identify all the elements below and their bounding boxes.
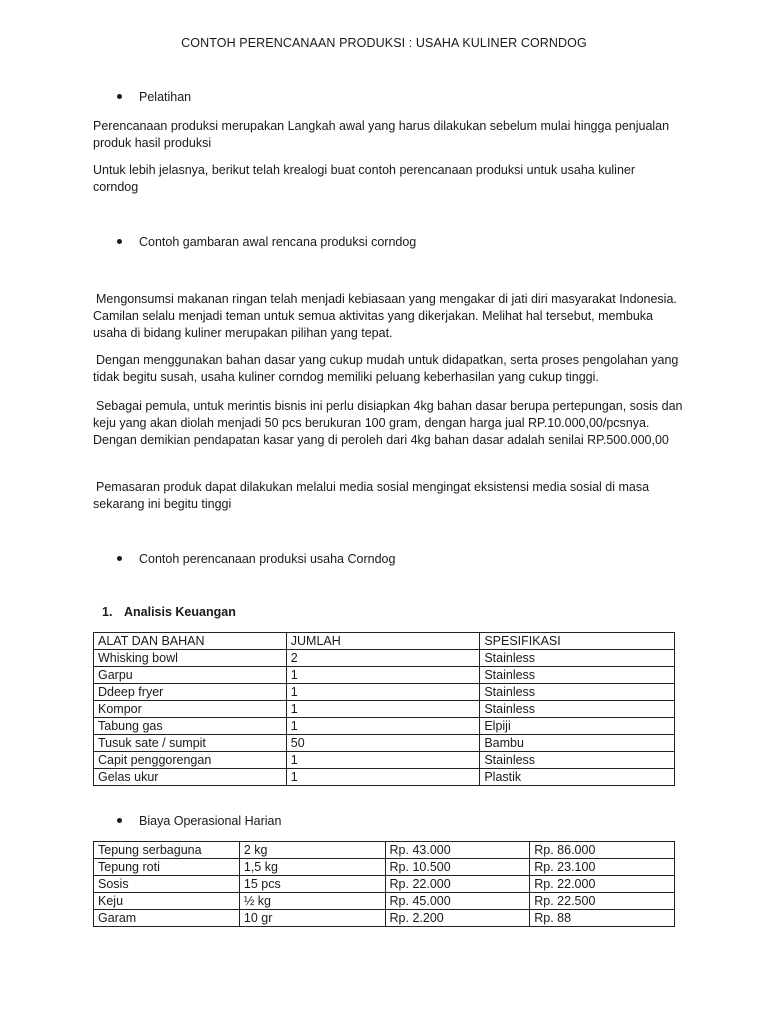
paragraph: Perencanaan produksi merupakan Langkah awal yang harus dilakukan sebelum mulai hingga penjualan produk hasil produksi <box>93 119 670 150</box>
table-cell: Rp. 2.200 <box>385 910 530 927</box>
table-cell: 1 <box>286 769 480 786</box>
heading-text: Analisis Keuangan <box>124 605 236 619</box>
table-cell: Kompor <box>94 701 287 718</box>
table-cell: 1 <box>286 667 480 684</box>
table-row <box>94 650 675 667</box>
table-row <box>94 718 675 735</box>
table-row <box>94 876 675 893</box>
table-cell: Rp. 86.000 <box>530 842 675 859</box>
table-row <box>94 735 675 752</box>
table-cell: Rp. 88 <box>530 910 675 927</box>
table-cell: 2 kg <box>239 842 385 859</box>
heading-number: 1. <box>102 605 113 619</box>
table-cell: Rp. 43.000 <box>385 842 530 859</box>
bullet-text: Biaya Operasional Harian <box>139 814 282 828</box>
table-cell: 1 <box>286 752 480 769</box>
table-cell: 1,5 kg <box>239 859 385 876</box>
table-cell: Garpu <box>94 667 287 684</box>
table-cell: Plastik <box>480 769 675 786</box>
paragraph: Untuk lebih jelasnya, berikut telah krealogi buat contoh perencanaan produksi untuk usaha kuliner corndog <box>93 163 636 194</box>
table-cell: Ddeep fryer <box>94 684 287 701</box>
table-row <box>94 910 675 927</box>
document-title: CONTOH PERENCANAAN PRODUKSI : USAHA KULINER CORNDOG <box>181 36 587 50</box>
table-row <box>94 701 675 718</box>
heading-analisis-keuangan <box>102 605 236 619</box>
table-row <box>94 769 675 786</box>
table-cell: Tepung serbaguna <box>94 842 240 859</box>
table-cell: 1 <box>286 684 480 701</box>
bullet-text: Contoh gambaran awal rencana produksi corndog <box>139 235 417 249</box>
table-cell: 15 pcs <box>239 876 385 893</box>
table-header-row <box>94 633 675 650</box>
bullet-text: Pelatihan <box>139 90 192 104</box>
table-cell: 10 gr <box>239 910 385 927</box>
paragraph: Sebagai pemula, untuk merintis bisnis ini perlu disiapkan 4kg bahan dasar berupa pertepungan, sosis dan keju yang akan diolah menjadi 50 pcs berukuran 100 gram, dengan harga jual RP.10.000,00/pcsnya. Dengan demikian pendapatan kasar yang di peroleh dari 4kg bahan dasar adalah senilai RP.500.000,00 <box>93 399 683 447</box>
bullet-pelatihan <box>117 90 191 104</box>
table-cell: 50 <box>286 735 480 752</box>
bullet-dot-icon <box>117 239 122 244</box>
table-cell: Garam <box>94 910 240 927</box>
table-cell: ½ kg <box>239 893 385 910</box>
table-row <box>94 893 675 910</box>
table-cell: Sosis <box>94 876 240 893</box>
table-header-cell: SPESIFIKASI <box>480 633 675 650</box>
table-cell: Bambu <box>480 735 675 752</box>
table-cell: Rp. 22.500 <box>530 893 675 910</box>
bullet-dot-icon <box>117 818 122 823</box>
table-cell: Rp. 45.000 <box>385 893 530 910</box>
table-cell: Rp. 10.500 <box>385 859 530 876</box>
table-cell: Capit penggorengan <box>94 752 287 769</box>
table-cell: Rp. 23.100 <box>530 859 675 876</box>
table-cell: 1 <box>286 701 480 718</box>
table-row <box>94 842 675 859</box>
table-header-cell: ALAT DAN BAHAN <box>94 633 287 650</box>
table-cell: Elpiji <box>480 718 675 735</box>
table-cell: 1 <box>286 718 480 735</box>
table-cell: 2 <box>286 650 480 667</box>
table-cell: Stainless <box>480 667 675 684</box>
bullet-perencanaan-produksi <box>117 552 395 566</box>
bullet-biaya-operasional <box>117 814 281 828</box>
bullet-text: Contoh perencanaan produksi usaha Corndog <box>139 552 396 566</box>
table-cell: Stainless <box>480 701 675 718</box>
table-row <box>94 667 675 684</box>
table-row <box>94 684 675 701</box>
bullet-dot-icon <box>117 94 122 99</box>
table-cell: Rp. 22.000 <box>530 876 675 893</box>
bullet-dot-icon <box>117 556 122 561</box>
table-cell: Stainless <box>480 684 675 701</box>
paragraph: Dengan menggunakan bahan dasar yang cukup mudah untuk didapatkan, serta proses pengolahan yang tidak begitu susah, usaha kuliner corndog memiliki peluang keberhasilan yang cukup tinggi. <box>93 353 679 384</box>
table-cell: Rp. 22.000 <box>385 876 530 893</box>
table-row <box>94 859 675 876</box>
table-cell: Tusuk sate / sumpit <box>94 735 287 752</box>
table-header-cell: JUMLAH <box>286 633 480 650</box>
table-cell: Keju <box>94 893 240 910</box>
paragraph: Mengonsumsi makanan ringan telah menjadi kebiasaan yang mengakar di jati diri masyarakat Indonesia. Camilan selalu menjadi teman untuk semua aktivitas yang dikerjakan. Melihat hal tersebut, membuka usaha di bidang kuliner merupakan pilihan yang tepat. <box>93 292 677 340</box>
cost-table <box>93 841 675 927</box>
table-cell: Tepung roti <box>94 859 240 876</box>
equipment-table <box>93 632 675 786</box>
table-cell: Whisking bowl <box>94 650 287 667</box>
table-cell: Tabung gas <box>94 718 287 735</box>
table-cell: Stainless <box>480 752 675 769</box>
table-cell: Stainless <box>480 650 675 667</box>
table-cell: Gelas ukur <box>94 769 287 786</box>
paragraph: Pemasaran produk dapat dilakukan melalui media sosial mengingat eksistensi media sosial di masa sekarang ini begitu tinggi <box>93 480 650 511</box>
table-row <box>94 752 675 769</box>
bullet-gambaran-awal <box>117 235 416 249</box>
